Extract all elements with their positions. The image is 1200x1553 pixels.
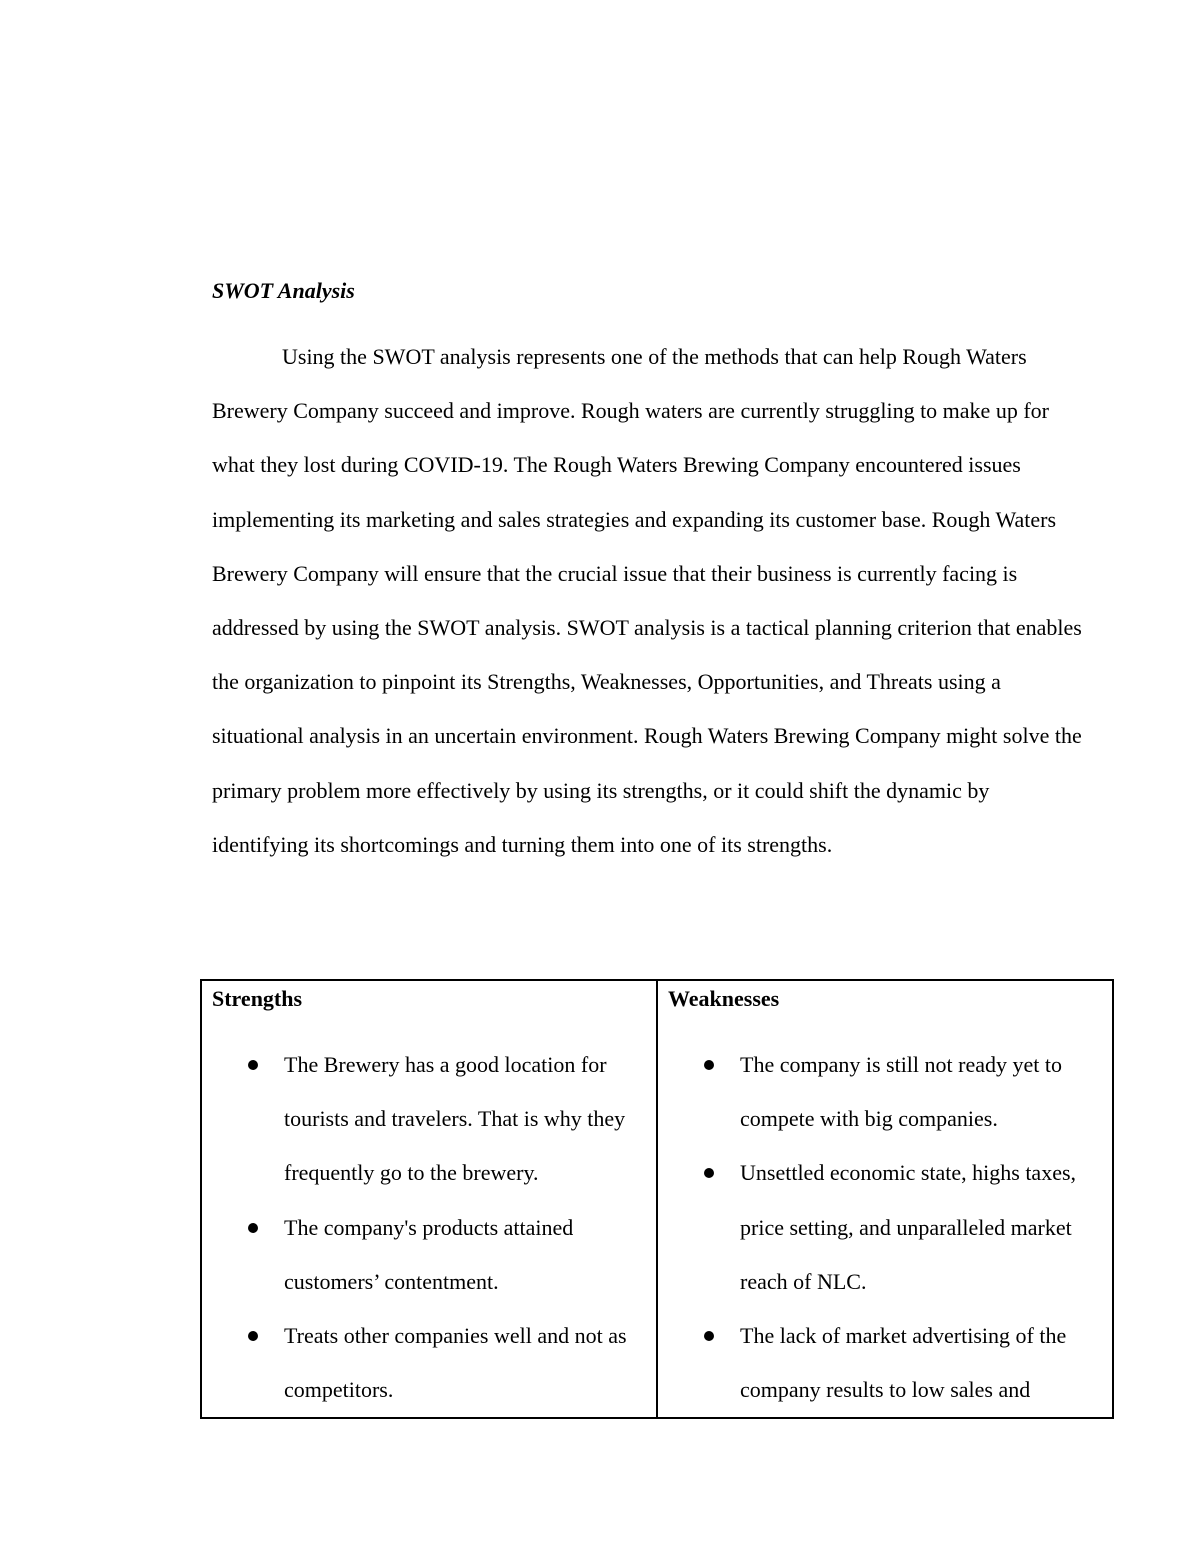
strength-text: The Brewery has a good location for tourists and travelers. That is why they frequently go to the brewery. (284, 1052, 626, 1186)
strengths-title: Strengths (212, 986, 303, 1011)
strengths-list (212, 1038, 646, 1417)
strength-text: Treats other companies well and not as competitors. (284, 1323, 627, 1403)
swot-table-row (201, 980, 1113, 1418)
body-paragraph: Using the SWOT analysis represents one of the methods that can help Rough Waters Brewery Company succeed and improve. Rough waters are currently struggling to make up for what they lost during COVID-19. The Rough Waters Brewing Company encountered issues implementing its marketing and sales strategies and expanding its customer base. Rough Waters Brewery Company will ensure that the crucial issue that their business is currently facing is addressed by using the SWOT analysis. SWOT analysis is a tactical planning criterion that enables the organization to pinpoint its Strengths, Weaknesses, Opportunities, and Threats using a situational analysis in an uncertain environment. Rough Waters Brewing Company might solve the primary problem more effectively by using its strengths, or it could shift the dynamic by identifying its shortcomings and turning them into one of its strengths. (212, 344, 1082, 857)
strengths-cell (201, 980, 657, 1418)
list-item (212, 1309, 646, 1417)
swot-table (200, 979, 1114, 1419)
list-item (212, 1038, 646, 1201)
list-item (668, 1038, 1102, 1146)
bullet-icon (704, 1060, 714, 1070)
bullet-icon (704, 1331, 714, 1341)
list-item (668, 1309, 1102, 1417)
bullet-icon (704, 1168, 714, 1178)
list-item (668, 1146, 1102, 1309)
weakness-text: Unsettled economic state, highs taxes, price setting, and unparalleled market reach of NLC. (740, 1160, 1077, 1294)
list-item (212, 1201, 646, 1309)
weakness-text: The lack of market advertising of the company results to low sales and (740, 1323, 1067, 1403)
section-heading: SWOT Analysis (212, 278, 355, 303)
body-paragraph-block (212, 330, 1082, 872)
strength-text: The company's products attained customers’ contentment. (284, 1214, 574, 1294)
bullet-icon (248, 1223, 258, 1233)
weakness-text: The company is still not ready yet to compete with big companies. (740, 1052, 1062, 1132)
weaknesses-title: Weaknesses (668, 986, 780, 1011)
bullet-icon (248, 1060, 258, 1070)
weaknesses-cell (657, 980, 1113, 1418)
bullet-icon (248, 1331, 258, 1341)
weaknesses-list (668, 1038, 1102, 1417)
